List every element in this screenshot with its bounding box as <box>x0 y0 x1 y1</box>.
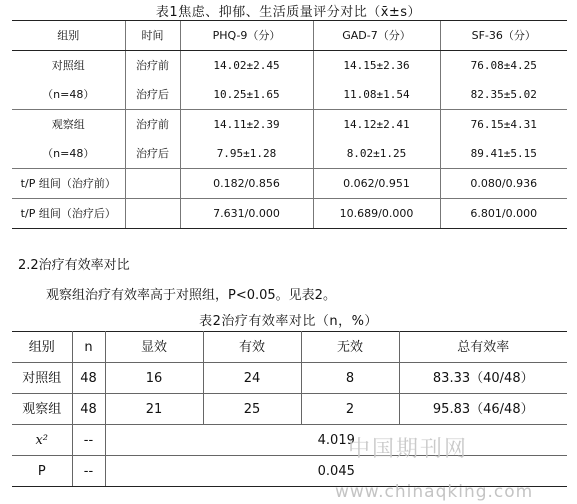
effective-cell: 25 <box>203 394 301 425</box>
time-cell: 治疗后 <box>125 80 180 110</box>
header-effective: 有效 <box>203 332 301 363</box>
table-row <box>12 110 567 140</box>
table1-caption: 表1焦虑、抑郁、生活质量评分对比（x̄±s） <box>155 5 422 20</box>
table-row <box>12 51 567 81</box>
time-cell: 治疗前 <box>125 51 180 81</box>
ineffective-cell: 2 <box>301 394 399 425</box>
header-gad7: GAD-7（分） <box>313 21 440 51</box>
table2-caption: 表2治疗有效率对比（n，%） <box>199 314 378 329</box>
gad7-stat: 10.689/0.000 <box>313 199 440 229</box>
sf36-cell: 76.08±4.25 <box>440 51 567 81</box>
n-cell: -- <box>72 425 105 456</box>
table-efficacy <box>12 331 567 487</box>
header-ineffective: 无效 <box>301 332 399 363</box>
group-cell: 观察组 <box>12 394 72 425</box>
time-cell: 治疗后 <box>125 139 180 169</box>
header-group: 组别 <box>12 332 72 363</box>
table-row <box>12 80 567 110</box>
phq9-cell: 7.95±1.28 <box>180 139 313 169</box>
marked-cell: 21 <box>105 394 203 425</box>
body-paragraph: 观察组治疗有效率高于对照组，P<0.05。见表2。 <box>46 288 336 303</box>
table1-header-row <box>12 21 567 51</box>
header-sf36: SF-36（分） <box>440 21 567 51</box>
table-row <box>12 363 567 394</box>
gad7-cell: 8.02±1.25 <box>313 139 440 169</box>
chi-square-value: 4.019 <box>105 425 567 456</box>
p-label: P <box>12 456 72 487</box>
gad7-stat: 0.062/0.951 <box>313 169 440 199</box>
header-group: 组别 <box>12 21 125 51</box>
sf36-cell: 76.15±4.31 <box>440 110 567 140</box>
table-row <box>12 199 567 229</box>
sf36-stat: 0.080/0.936 <box>440 169 567 199</box>
n-cell: -- <box>72 456 105 487</box>
header-time: 时间 <box>125 21 180 51</box>
phq9-cell: 14.11±2.39 <box>180 110 313 140</box>
group-n: （n=48） <box>42 147 95 160</box>
sf36-cell: 89.41±5.15 <box>440 139 567 169</box>
chi-square-label: x² <box>12 425 72 456</box>
group-name: 观察组 <box>12 110 125 140</box>
group-n: （n=48） <box>42 88 95 101</box>
time-cell-empty <box>125 199 180 229</box>
marked-cell: 16 <box>105 363 203 394</box>
total-cell: 83.33（40/48） <box>399 363 567 394</box>
sf36-stat: 6.801/0.000 <box>440 199 567 229</box>
gad7-cell: 14.12±2.41 <box>313 110 440 140</box>
table-anxiety-depression-quality <box>12 20 567 229</box>
stat-label: t/P 组间（治疗后） <box>12 199 125 229</box>
header-phq9: PHQ-9（分） <box>180 21 313 51</box>
phq9-cell: 10.25±1.65 <box>180 80 313 110</box>
phq9-stat: 7.631/0.000 <box>180 199 313 229</box>
header-n: n <box>72 332 105 363</box>
table-row <box>12 425 567 456</box>
table-row <box>12 394 567 425</box>
phq9-cell: 14.02±2.45 <box>180 51 313 81</box>
sf36-cell: 82.35±5.02 <box>440 80 567 110</box>
watermark-logo: 中国期刊网 <box>348 437 469 462</box>
section-heading: 2.2治疗有效率对比 <box>18 258 130 273</box>
watermark-url: www.chinaqking.com <box>335 482 534 502</box>
time-cell-empty <box>125 169 180 199</box>
gad7-cell: 14.15±2.36 <box>313 51 440 81</box>
group-name: 对照组 <box>51 59 85 72</box>
header-marked: 显效 <box>105 332 203 363</box>
header-total: 总有效率 <box>399 332 567 363</box>
p-value: 0.045 <box>105 456 567 487</box>
table-row <box>12 169 567 199</box>
group-cell: 对照组 <box>12 363 72 394</box>
ineffective-cell: 8 <box>301 363 399 394</box>
phq9-stat: 0.182/0.856 <box>180 169 313 199</box>
n-cell: 48 <box>72 394 105 425</box>
gad7-cell: 11.08±1.54 <box>313 80 440 110</box>
effective-cell: 24 <box>203 363 301 394</box>
table2-header-row <box>12 332 567 363</box>
n-cell: 48 <box>72 363 105 394</box>
time-cell: 治疗前 <box>125 110 180 140</box>
table-row <box>12 139 567 169</box>
stat-label: t/P 组间（治疗前） <box>12 169 125 199</box>
total-cell: 95.83（46/48） <box>399 394 567 425</box>
